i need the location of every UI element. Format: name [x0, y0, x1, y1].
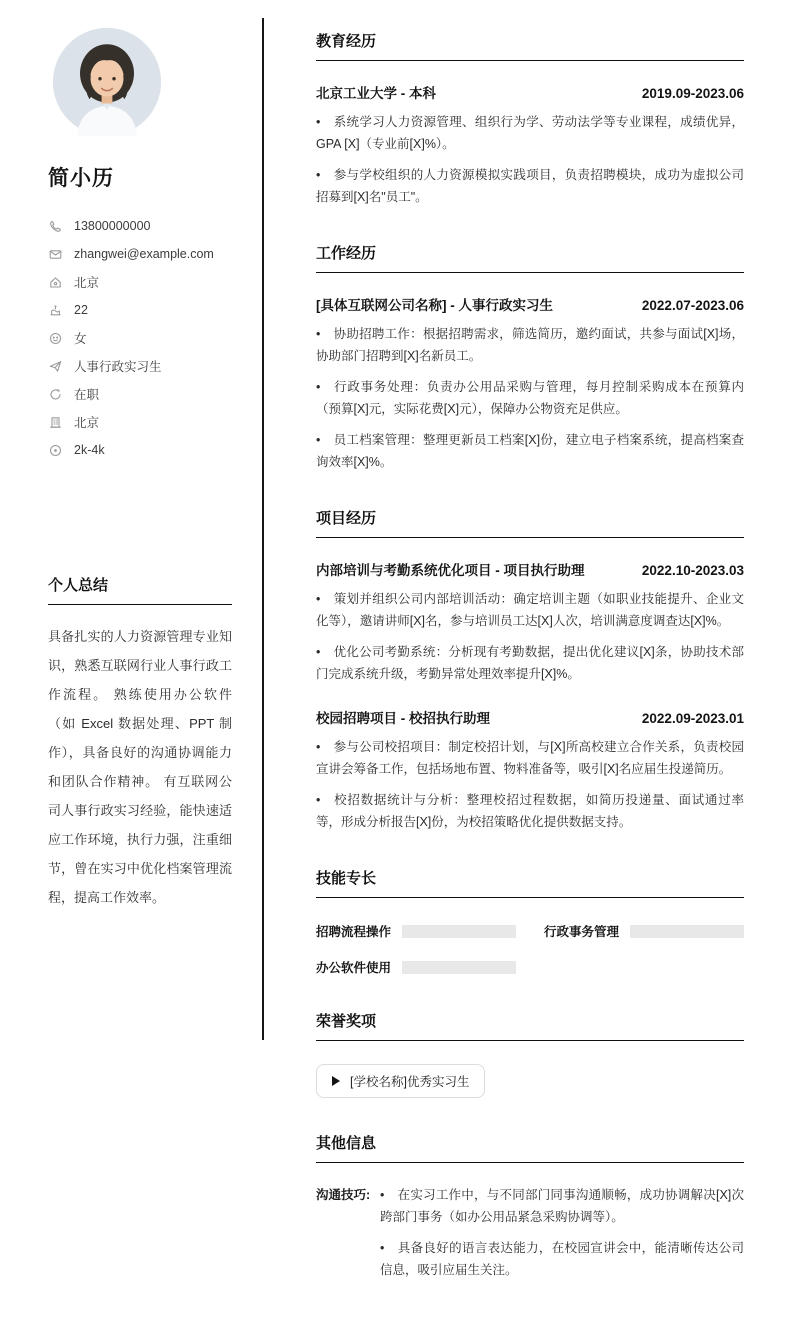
- section-title: 项目经历: [316, 507, 744, 538]
- skill-item: [316, 922, 516, 940]
- skill-bar: [402, 961, 516, 974]
- section-title: 其他信息: [316, 1132, 744, 1163]
- contact-email: [48, 240, 232, 268]
- contact-job-title: [48, 352, 232, 380]
- contact-value: 北京: [74, 276, 100, 290]
- contact-location: [48, 268, 232, 296]
- contact-value: 人事行政实习生: [74, 360, 162, 374]
- skill-item: [316, 958, 516, 976]
- vertical-divider: [262, 18, 264, 1040]
- entry-title: 北京工业大学 - 本科: [316, 86, 436, 101]
- contact-value: 2k-4k: [74, 443, 105, 457]
- gender-icon: [48, 331, 62, 345]
- bullet-item: • 参与学校组织的人力资源模拟实践项目，负责招聘模块，成功为虚拟公司招募到[X]名"员工"。: [316, 164, 744, 208]
- work-section: [316, 242, 744, 473]
- education-entry: [316, 82, 744, 208]
- skill-label: 行政事务管理: [544, 925, 620, 939]
- honor-badge: [316, 1064, 485, 1098]
- bullet-dot: •: [316, 433, 321, 447]
- skill-item: [544, 922, 744, 940]
- skill-bar: [402, 925, 516, 938]
- bullet-dot: •: [316, 645, 321, 659]
- contact-salary: [48, 436, 232, 464]
- other-info-label: 沟通技巧:: [316, 1188, 371, 1202]
- entry-title: [具体互联网公司名称] - 人事行政实习生: [316, 298, 553, 313]
- section-title: 技能专长: [316, 867, 744, 898]
- profile-photo: [53, 28, 161, 136]
- mail-icon: [48, 247, 62, 261]
- bullet-item: • 校招数据统计与分析：整理校招过程数据，如简历投递量、面试通过率等，形成分析报告[X]份，为校招策略优化提供数据支持。: [316, 789, 744, 833]
- contact-city: [48, 408, 232, 436]
- bullet-item: • 行政事务处理：负责办公用品采购与管理，每月控制采购成本在预算内（预算[X]元，实际花费[X]元），保障办公物资充足供应。: [316, 376, 744, 420]
- bullet-dot: •: [316, 380, 321, 394]
- skill-label: 办公软件使用: [316, 961, 392, 975]
- section-title: 工作经历: [316, 242, 744, 273]
- honors-section: [316, 1010, 744, 1098]
- contact-list: [48, 212, 232, 464]
- summary-text: 具备扎实的人力资源管理专业知识，熟悉互联网行业人事行政工作流程。 熟练使用办公软件（如 Excel 数据处理、PPT 制作），具备良好的沟通协调能力和团队合作精神。 有互联网公司人事行政实习经验，能快速适应工作环境，执行力强，注重细节，曾在实习中优化档案管理流程，提高工作效率。: [48, 629, 232, 905]
- projects-section: [316, 507, 744, 833]
- sidebar: [48, 28, 232, 912]
- bullet-dot: •: [316, 327, 321, 341]
- skill-bar: [630, 925, 744, 938]
- salary-icon: [48, 443, 62, 457]
- bullet-dot: •: [316, 168, 321, 182]
- bullet-dot: •: [316, 740, 321, 754]
- project-entry: [316, 559, 744, 685]
- entry-date: 2022.10-2023.03: [641, 563, 744, 578]
- entry-date: 2022.09-2023.01: [641, 711, 744, 726]
- honor-label: [学校名称]优秀实习生: [350, 1075, 470, 1089]
- contact-value: 女: [74, 332, 87, 346]
- bullet-item: • 系统学习人力资源管理、组织行为学、劳动法学等专业课程，成绩优异，GPA [X]（专业前[X]%）。: [316, 111, 744, 155]
- other-info-section: [316, 1132, 744, 1290]
- section-title: 教育经历: [316, 30, 744, 61]
- avatar-illustration: [53, 28, 161, 136]
- contact-value: zhangwei@example.com: [74, 247, 214, 261]
- home-icon: [48, 275, 62, 289]
- company-icon: [48, 415, 62, 429]
- work-entry: [316, 294, 744, 473]
- candidate-name: 简小历: [48, 167, 114, 190]
- project-entry: [316, 707, 744, 833]
- other-info-row: [316, 1184, 744, 1290]
- entry-title: 校园招聘项目 - 校招执行助理: [316, 711, 490, 726]
- skills-grid: [316, 922, 744, 976]
- bullet-item: • 优化公司考勤系统：分析现有考勤数据，提出优化建议[X]条，协助技术部门完成系统升级，考勤异常处理效率提升[X]%。: [316, 641, 744, 685]
- summary-title: 个人总结: [48, 574, 232, 605]
- entry-date: 2022.07-2023.06: [641, 298, 744, 313]
- bullet-item: • 参与公司校招项目：制定校招计划，与[X]所高校建立合作关系，负责校园宣讲会筹备工作，包括场地布置、物料准备等，吸引[X]名应届生投递简历。: [316, 736, 744, 780]
- contact-age: [48, 296, 232, 324]
- play-icon: [332, 1076, 340, 1086]
- bullet-item: • 策划并组织公司内部培训活动：确定培训主题（如职业技能提升、企业文化等），邀请讲师[X]名，参与培训员工达[X]人次，培训满意度调查达[X]%。: [316, 588, 744, 632]
- age-icon: [48, 303, 62, 317]
- bullet-item: • 协助招聘工作：根据招聘需求，筛选简历，邀约面试，共参与面试[X]场，协助部门招聘到[X]名新员工。: [316, 323, 744, 367]
- bullet-dot: •: [380, 1188, 385, 1202]
- skills-section: [316, 867, 744, 976]
- status-icon: [48, 387, 62, 401]
- bullet-dot: •: [316, 793, 321, 807]
- skill-label: 招聘流程操作: [316, 925, 392, 939]
- job-icon: [48, 359, 62, 373]
- bullet-item: • 具备良好的语言表达能力，在校园宣讲会中，能清晰传达公司信息，吸引应届生关注。: [380, 1237, 744, 1281]
- phone-icon: [48, 219, 62, 233]
- contact-value: 北京: [74, 416, 100, 430]
- main-content: [316, 30, 744, 1324]
- personal-summary-section: [48, 574, 232, 912]
- bullet-item: • 员工档案管理：整理更新员工档案[X]份，建立电子档案系统，提高档案查询效率[X]%。: [316, 429, 744, 473]
- contact-phone: [48, 212, 232, 240]
- bullet-dot: •: [316, 115, 321, 129]
- entry-date: 2019.09-2023.06: [641, 86, 744, 101]
- education-section: [316, 30, 744, 208]
- bullet-dot: •: [380, 1241, 385, 1255]
- other-info-bullets: [380, 1184, 744, 1290]
- contact-status: [48, 380, 232, 408]
- bullet-item: • 在实习工作中，与不同部门同事沟通顺畅，成功协调解决[X]次跨部门事务（如办公用品紧急采购协调等）。: [380, 1184, 744, 1228]
- contact-value: 13800000000: [74, 219, 151, 233]
- section-title: 荣誉奖项: [316, 1010, 744, 1041]
- contact-gender: [48, 324, 232, 352]
- entry-title: 内部培训与考勤系统优化项目 - 项目执行助理: [316, 563, 585, 578]
- contact-value: 22: [74, 303, 88, 317]
- bullet-dot: •: [316, 592, 321, 606]
- contact-value: 在职: [74, 388, 100, 402]
